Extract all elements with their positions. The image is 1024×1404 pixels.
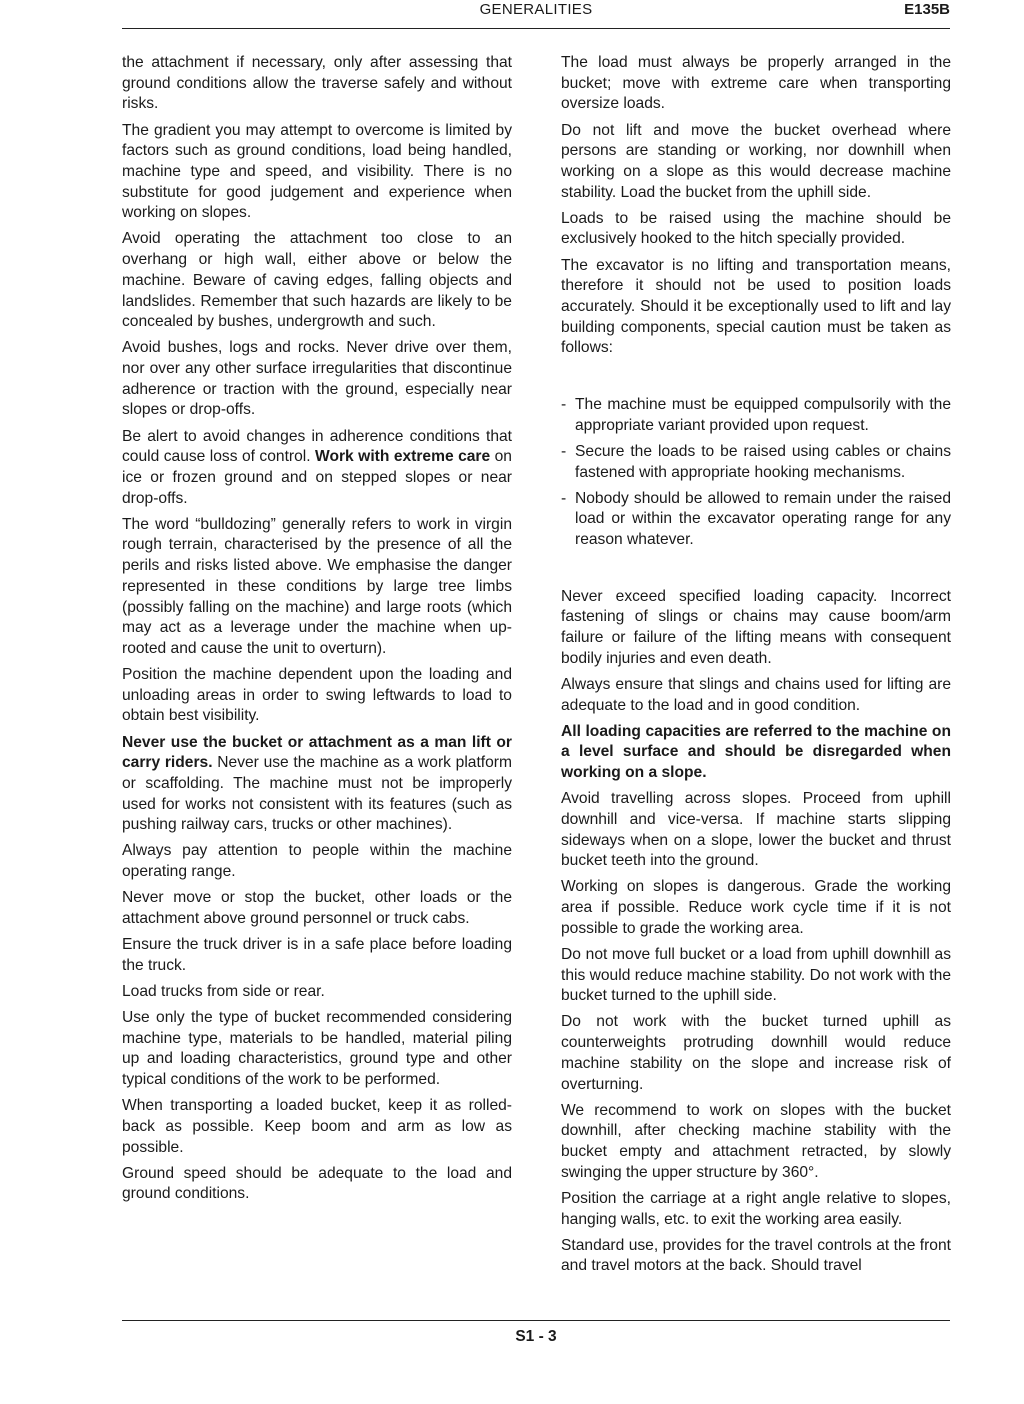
paragraph: We recommend to work on slopes with the bucket downhill, after checking machine stability with the bucket empty and attachment retracted, by slowly swinging the upper structure by 360°. [561, 1101, 951, 1181]
paragraph: the attachment if necessary, only after assessing that ground conditions allow the traverse safely and without risks. [122, 54, 512, 113]
paragraph: Ensure the truck driver is in a safe place before loading the truck. [122, 936, 512, 974]
paragraph-text: Never use the machine as a work platform or scaffolding. The machine must not be improperly used for works not consistent with its features (such as pushing railway cars, trucks or other machines). [122, 754, 512, 834]
list-item [561, 442, 951, 483]
paragraph: The gradient you may attempt to overcome is limited by factors such as ground conditions, load being handled, machine type and speed, and visibility. There is no substitute for good judgement and experience when working on slopes. [122, 121, 512, 222]
dash-marker: - [561, 396, 567, 414]
paragraph: Position the machine dependent upon the loading and unloading areas in order to swing leftwards to load to obtain best visibility. [122, 666, 512, 725]
paragraph [122, 427, 512, 510]
bold-warning: Never use the bucket or attachment as a man lift or carry riders. [122, 733, 512, 772]
paragraph: Never move or stop the bucket, other loads or the attachment above ground personnel or truck cabs. [122, 889, 512, 927]
paragraph: Do not move full bucket or a load from uphill downhill as this would reduce machine stability. Do not work with the bucket turned to the uphill side. [561, 945, 951, 1005]
paragraph: Always pay attention to people within the machine operating range. [122, 842, 512, 881]
paragraph: Working on slopes is dangerous. Grade the working area if possible. Reduce work cycle time if it is not possible to grade the working area. [561, 878, 951, 937]
paragraph: The load must always be properly arranged in the bucket; move with extreme care when transporting oversize loads. [561, 54, 951, 113]
bold-warning: Work with extreme care [315, 448, 491, 466]
paragraph: Loads to be raised using the machine should be exclusively hooked to the hitch specially provided. [561, 209, 951, 248]
list-item [561, 489, 951, 551]
loading-capacity-notice [561, 722, 951, 784]
paragraph: The excavator is no lifting and transportation means, therefore it should not be used to position loads accurately. Should it be exceptionally used to lift and lay building components, special caution must be taken as follows: [561, 256, 951, 357]
paragraph [122, 733, 512, 837]
paragraph-text: on ice or frozen ground and on stepped slopes or near drop-offs. [122, 448, 512, 507]
bold-notice: All loading capacities are referred to the machine on a level surface and should be disregarded when working on a slope. [561, 722, 951, 782]
paragraph: Avoid operating the attachment too close to an overhang or high wall, either above or below the machine. Beware of caving edges, falling objects and landslides. Remember that such hazards are likely to be concealed by bushes, undergrowth and such. [122, 230, 512, 331]
caution-list [561, 395, 951, 551]
paragraph-text: Be alert to avoid changes in adherence conditions that could cause loss of control. [122, 427, 512, 466]
page-footer [122, 1320, 950, 1345]
paragraph: When transporting a loaded bucket, keep it as rolled-back as possible. Keep boom and arm as low as possible. [122, 1097, 512, 1156]
paragraph: Avoid bushes, logs and rocks. Never drive over them, nor over any other surface irregularities that discontinue adherence or traction with the ground, especially near slopes or drop-offs. [122, 339, 512, 419]
paragraph: Position the carriage at a right angle relative to slopes, hanging walls, etc. to exit the working area easily. [561, 1189, 951, 1228]
paragraph: Avoid travelling across slopes. Proceed from uphill downhill and vice-versa. If machine starts slipping sideways when on a slope, lower the bucket and thrust bucket teeth into the ground. [561, 790, 951, 870]
page-number: S1 - 3 [515, 1328, 557, 1345]
paragraph: Load trucks from side or rear. [122, 982, 325, 1000]
paragraph: Never exceed specified loading capacity. Incorrect fastening of slings or chains may cause boom/arm failure or failure of the lifting means with consequent bodily injuries and even death. [561, 587, 951, 667]
paragraph: The word “bulldozing” generally refers to work in virgin rough terrain, characterised by the presence of all the perils and risks listed above. We emphasise the danger represented in these conditions by large tree limbs (possibly falling on the machine) and large roots (which may act as a leverage under the machine when up-rooted and cause the unit to overturn). [122, 515, 512, 657]
model-code: E135B [904, 1, 950, 18]
list-item-text: The machine must be equipped compulsorily with the appropriate variant provided upon request. [575, 396, 951, 434]
dash-marker: - [561, 442, 567, 460]
paragraph: Always ensure that slings and chains used for lifting are adequate to the load and in good condition. [561, 675, 951, 714]
dash-marker: - [561, 489, 567, 507]
section-title: GENERALITIES [479, 1, 593, 18]
page-header [122, 0, 950, 29]
paragraph: Do not lift and move the bucket overhead where persons are standing or working, nor downhill when working on a slope as this would decrease machine stability. Load the bucket from the uphill side. [561, 121, 951, 201]
left-column [122, 53, 512, 1210]
paragraph: Use only the type of bucket recommended considering machine type, materials to be handled, material piling up and loading characteristics, ground type and other typical conditions of the work to be performed. [122, 1008, 512, 1089]
list-item-text: Nobody should be allowed to remain under the raised load or within the excavator operating range for any reason whatever. [575, 489, 951, 549]
list-item [561, 395, 951, 436]
paragraph: Do not work with the bucket turned uphill as counterweights protruding downhill would reduce machine stability on the slope and increase risk of overturning. [561, 1013, 951, 1093]
list-item-text: Secure the loads to be raised using cables or chains fastened with appropriate hooking mechanisms. [575, 442, 951, 481]
right-column [561, 53, 951, 1282]
paragraph: Standard use, provides for the travel controls at the front and travel motors at the back. Should travel [561, 1236, 951, 1275]
paragraph: Ground speed should be adequate to the load and ground conditions. [122, 1164, 512, 1203]
